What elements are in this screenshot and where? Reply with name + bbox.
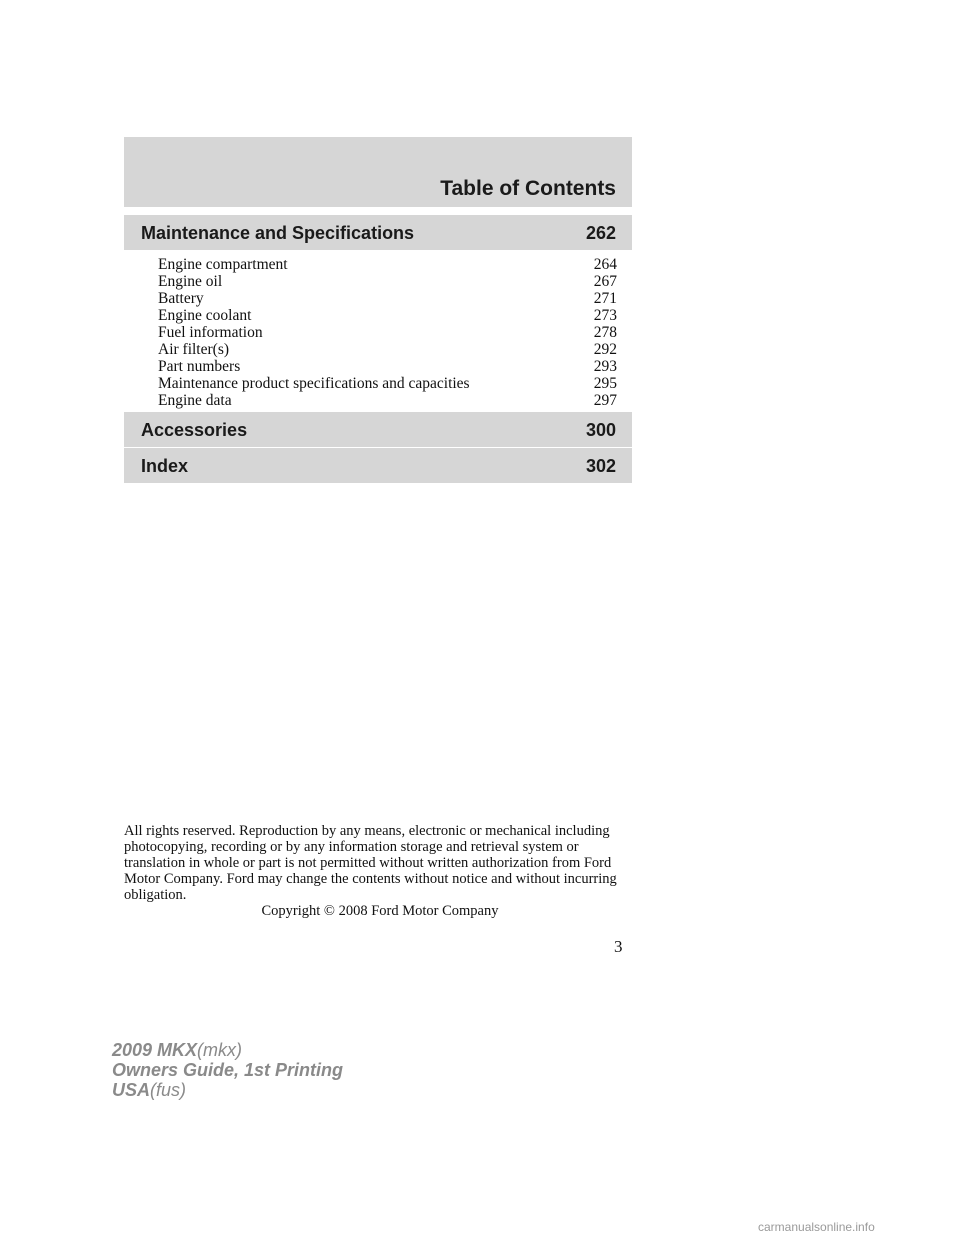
footer-guide-line bbox=[112, 1060, 343, 1080]
page-title: Table of Contents bbox=[440, 177, 616, 200]
page-number: 3 bbox=[614, 937, 623, 956]
entry-page: 295 bbox=[593, 375, 617, 392]
toc-entry-engine-data[interactable] bbox=[158, 392, 617, 409]
entry-label: Engine coolant bbox=[158, 307, 252, 324]
watermark: carmanualsonline.info bbox=[758, 1220, 875, 1234]
section-label: Index bbox=[141, 456, 189, 476]
entry-page: 293 bbox=[593, 358, 617, 375]
footer-printing-info bbox=[112, 1040, 343, 1100]
toc-entry-part-numbers[interactable] bbox=[158, 358, 617, 375]
entry-label: Battery bbox=[158, 290, 204, 307]
entry-label: Fuel information bbox=[158, 324, 263, 341]
section-maintenance[interactable] bbox=[124, 215, 632, 250]
entry-page: 278 bbox=[593, 324, 617, 341]
entry-page: 297 bbox=[593, 392, 617, 409]
copyright-line: Copyright © 2008 Ford Motor Company bbox=[261, 903, 499, 919]
footer-market-line bbox=[112, 1080, 343, 1100]
entry-page: 267 bbox=[593, 273, 617, 290]
entry-label: Maintenance product specifications and capacities bbox=[158, 375, 470, 392]
section-label: Accessories bbox=[141, 420, 248, 440]
entry-label: Engine data bbox=[158, 392, 232, 409]
toc-entry-engine-coolant[interactable] bbox=[158, 307, 617, 324]
section-page: 300 bbox=[585, 420, 616, 440]
entry-page: 271 bbox=[593, 290, 617, 307]
toc-entries bbox=[158, 256, 617, 409]
toc-entry-fuel-information[interactable] bbox=[158, 324, 617, 341]
toc-header bbox=[124, 137, 632, 207]
footer-market-code: (fus) bbox=[150, 1080, 187, 1100]
footer-model: 2009 MKX bbox=[112, 1040, 198, 1060]
section-index[interactable] bbox=[124, 448, 632, 483]
footer-model-code: (mkx) bbox=[197, 1040, 243, 1060]
toc-entry-battery[interactable] bbox=[158, 290, 617, 307]
entry-label: Part numbers bbox=[158, 358, 241, 375]
rights-notice: All rights reserved. Reproduction by any means, electronic or mechanical including photocopying, recording or by any information storage and retrieval system or translation in whole or part is not permitted without written authorization from Ford Motor Company. Ford may change the contents without notice and without incurring obligation. bbox=[124, 823, 617, 903]
section-accessories[interactable] bbox=[124, 412, 632, 447]
footer-market: USA bbox=[112, 1080, 151, 1100]
entry-label: Air filter(s) bbox=[158, 341, 230, 358]
toc-entry-engine-compartment[interactable] bbox=[158, 256, 617, 273]
toc-entry-maintenance-product-specs[interactable] bbox=[158, 375, 617, 392]
entry-label: Engine oil bbox=[158, 273, 223, 290]
toc-entry-air-filters[interactable] bbox=[158, 341, 617, 358]
section-label: Maintenance and Specifications bbox=[141, 223, 415, 243]
footer-model-line bbox=[112, 1040, 343, 1060]
entry-page: 264 bbox=[593, 256, 617, 273]
section-page: 262 bbox=[585, 223, 616, 243]
entry-page: 273 bbox=[593, 307, 617, 324]
footer-guide: Owners Guide, 1st Printing bbox=[112, 1060, 344, 1080]
entry-page: 292 bbox=[593, 341, 617, 358]
toc-entry-engine-oil[interactable] bbox=[158, 273, 617, 290]
entry-label: Engine compartment bbox=[158, 256, 288, 273]
section-page: 302 bbox=[585, 456, 616, 476]
